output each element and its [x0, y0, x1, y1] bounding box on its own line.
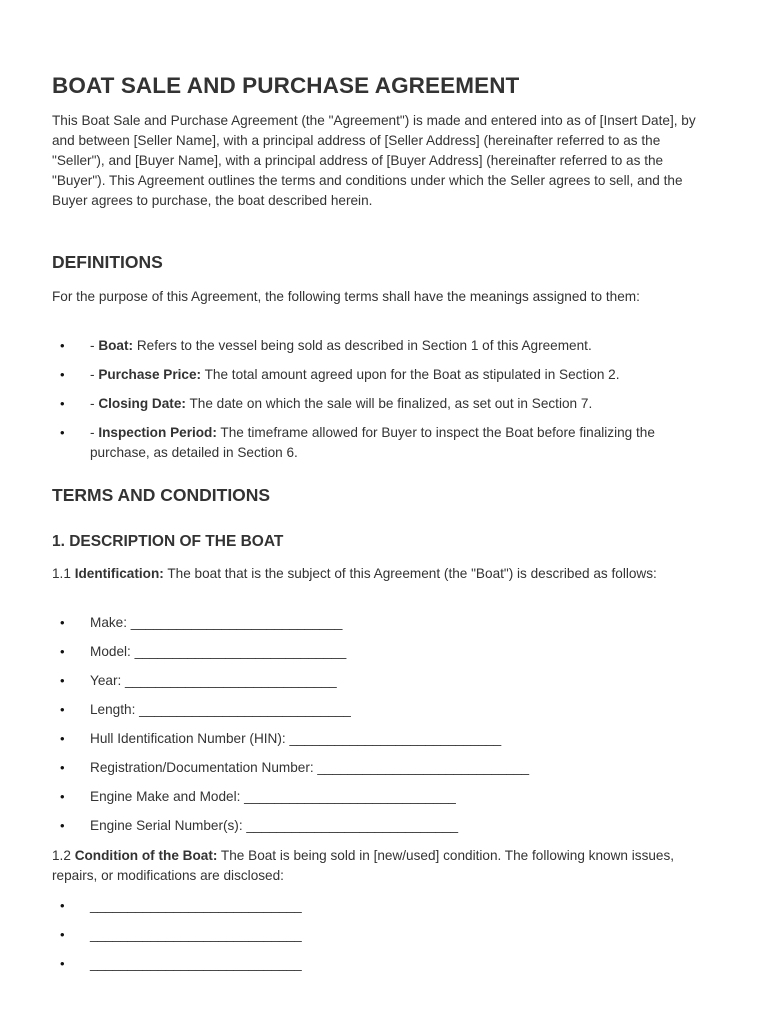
definition-term: Boat: — [98, 338, 134, 353]
field-text: Model: ____________________________ — [90, 644, 347, 659]
section-1-1-paragraph — [52, 564, 710, 584]
intro-paragraph: This Boat Sale and Purchase Agreement (the "Agreement") is made and entered into as of [Insert Date], by and between [Seller Name], with a principal address of [Seller Address] (hereinafter referred to as the "Seller"), and [Buyer Name], with a principal address of [Buyer Address] (hereinafter referred to as the "Buyer"). This Agreement outlines the terms and conditions under which the Seller agrees to sell, and the Buyer agrees to purchase, the boat described herein. — [52, 113, 696, 208]
section-number: 1.1 — [52, 566, 75, 581]
definition-item-purchase-price — [60, 365, 712, 385]
field-text: Engine Serial Number(s): ____________________________ — [90, 818, 459, 833]
field-model — [60, 642, 712, 662]
section-number: 1.2 — [52, 848, 75, 863]
definition-text: The timeframe allowed for Buyer to inspect the Boat before finalizing the purchase, as detailed in Section 6. — [90, 425, 655, 460]
section-1-2-paragraph — [52, 846, 710, 886]
condition-blank-2 — [60, 925, 712, 945]
bullet-icon: • — [60, 818, 65, 833]
definition-item-inspection-period — [60, 423, 712, 463]
field-text: Hull Identification Number (HIN): ____________________________ — [90, 731, 502, 746]
field-text: Year: ____________________________ — [90, 673, 337, 688]
field-engine-make-model — [60, 787, 712, 807]
bullet-icon: • — [60, 615, 65, 630]
bullet-icon: • — [60, 956, 65, 971]
field-hin — [60, 729, 712, 749]
field-text: Length: ____________________________ — [90, 702, 351, 717]
definition-prefix: - — [90, 425, 99, 440]
field-engine-serial — [60, 816, 712, 836]
bullet-icon: • — [60, 898, 65, 913]
section-text: The Boat is being sold in [new/used] condition. The following known issues, repairs, or modifications are disclosed: — [52, 848, 675, 883]
field-text: Registration/Documentation Number: ____________________________ — [90, 760, 530, 775]
definitions-lead: For the purpose of this Agreement, the following terms shall have the meanings assigned to them: — [52, 289, 640, 304]
definition-item-boat — [60, 336, 712, 356]
section-text: The boat that is the subject of this Agreement (the "Boat") is described as follows: — [163, 566, 657, 581]
field-text: Make: ____________________________ — [90, 615, 343, 630]
field-text: Engine Make and Model: ____________________________ — [90, 789, 456, 804]
definition-term: Closing Date: — [98, 396, 186, 411]
definition-text: Refers to the vessel being sold as described in Section 1 of this Agreement. — [133, 338, 592, 353]
section-term: Identification: — [74, 566, 164, 581]
blank-line: ____________________________ — [90, 956, 302, 971]
definition-prefix: - — [90, 396, 99, 411]
bullet-icon: • — [60, 673, 65, 688]
definition-prefix: - — [90, 338, 99, 353]
bullet-icon: • — [60, 789, 65, 804]
bullet-icon: • — [60, 425, 65, 440]
definition-term: Inspection Period: — [98, 425, 217, 440]
definition-text: The date on which the sale will be finalized, as set out in Section 7. — [185, 396, 593, 411]
definition-term: Purchase Price: — [98, 367, 202, 382]
bullet-icon: • — [60, 396, 65, 411]
field-registration-number — [60, 758, 712, 778]
field-length — [60, 700, 712, 720]
bullet-icon: • — [60, 367, 65, 382]
field-make — [60, 613, 712, 633]
condition-blank-3 — [60, 954, 712, 974]
terms-heading: TERMS AND CONDITIONS — [52, 485, 271, 505]
definition-item-closing-date — [60, 394, 712, 414]
definitions-heading: DEFINITIONS — [52, 252, 163, 272]
definition-prefix: - — [90, 367, 99, 382]
bullet-icon: • — [60, 760, 65, 775]
bullet-icon: • — [60, 644, 65, 659]
definition-text: The total amount agreed upon for the Boat as stipulated in Section 2. — [201, 367, 620, 382]
blank-line: ____________________________ — [90, 898, 302, 913]
field-year — [60, 671, 712, 691]
section-term: Condition of the Boat: — [74, 848, 218, 863]
condition-blank-1 — [60, 896, 712, 916]
document-title: BOAT SALE AND PURCHASE AGREEMENT — [52, 73, 520, 98]
section-1-heading: 1. DESCRIPTION OF THE BOAT — [52, 533, 284, 550]
bullet-icon: • — [60, 702, 65, 717]
blank-line: ____________________________ — [90, 927, 302, 942]
bullet-icon: • — [60, 731, 65, 746]
bullet-icon: • — [60, 927, 65, 942]
bullet-icon: • — [60, 338, 65, 353]
